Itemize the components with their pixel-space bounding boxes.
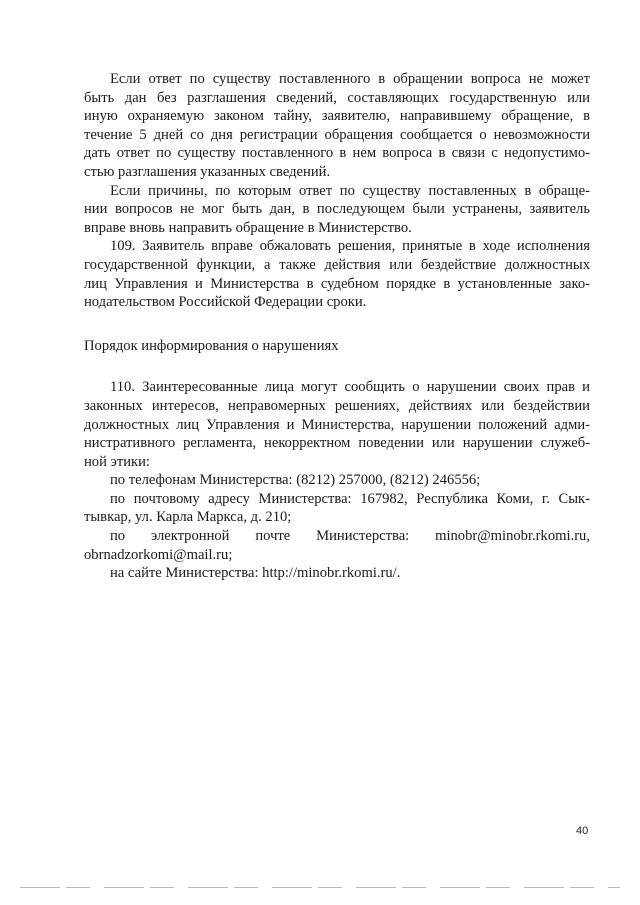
text-line: Если ответ по существу поставленного в обращении вопроса не может [110,71,590,87]
text-line: дать ответ по существу поставленного в нем вопроса в связи с недопустимо- [84,145,590,162]
paragraph-110 [84,378,590,471]
document-body [84,70,590,583]
text-line: нистративного регламента, некорректном поведении или нарушении служеб- [84,435,590,452]
contact-postal: по почтовому адресу Министерства: 167982, Республика Коми, г. Сык- [110,490,590,507]
text-line: Если причины, по которым ответ по существу поставленных в обраще- [110,182,590,199]
paragraph-undisclosable-info [84,70,590,182]
text-line: 109. Заявитель вправе обжаловать решения, принятые в ходе исполнения [110,238,590,255]
contact-phone: по телефонам Министерства: (8212) 257000, (8212) 246556; [110,472,481,489]
paragraph-109 [84,237,590,311]
text-line: законных интересов, неправомерных решениях, действиях или бездействии [84,397,590,414]
text-line: государственной функции, а также действия или бездействие должностных [84,256,590,273]
page-number: 40 [576,825,589,837]
text-line: иную охраняемую законом тайну, заявителю, направившему обращение, в [84,108,590,125]
contacts-list [84,471,590,583]
contact-website: на сайте Министерства: http://minobr.rkomi.ru/. [110,565,401,582]
text-line: быть дан без разглашения сведений, составляющих государственную или [84,89,590,106]
text-line: вправе вновь направить обращение в Министерство. [84,219,412,236]
text-line: течение 5 дней со дня регистрации обращения сообщается о невозможности [84,126,590,143]
text-line: стью разглашения указанных сведений. [84,163,331,180]
section-heading: Порядок информирования о нарушениях [84,337,339,354]
text-line: ной этики: [84,453,150,470]
paragraph-reasons-removed [84,182,590,238]
scan-footer-rule [20,887,620,888]
contact-postal-cont: тывкар, ул. Карла Маркса, д. 210; [84,509,292,526]
text-line: нодательством Российской Федерации сроки. [84,294,367,311]
text-line: лиц Управления и Министерства в судебном порядке в установленные зако- [84,275,590,292]
text-line: 110. Заинтересованные лица могут сообщить о нарушении своих прав и [110,379,590,396]
text-line: должностных лиц Управления и Министерства, нарушении положений адми- [84,416,590,433]
contact-email-cont: obrnadzorkomi@mail.ru; [84,546,233,563]
contact-email: по электронной почте Министерства: minobr@minobr.rkomi.ru, [110,528,590,545]
text-line: нии вопросов не мог быть дан, в последующем были устранены, заявитель [84,201,590,218]
